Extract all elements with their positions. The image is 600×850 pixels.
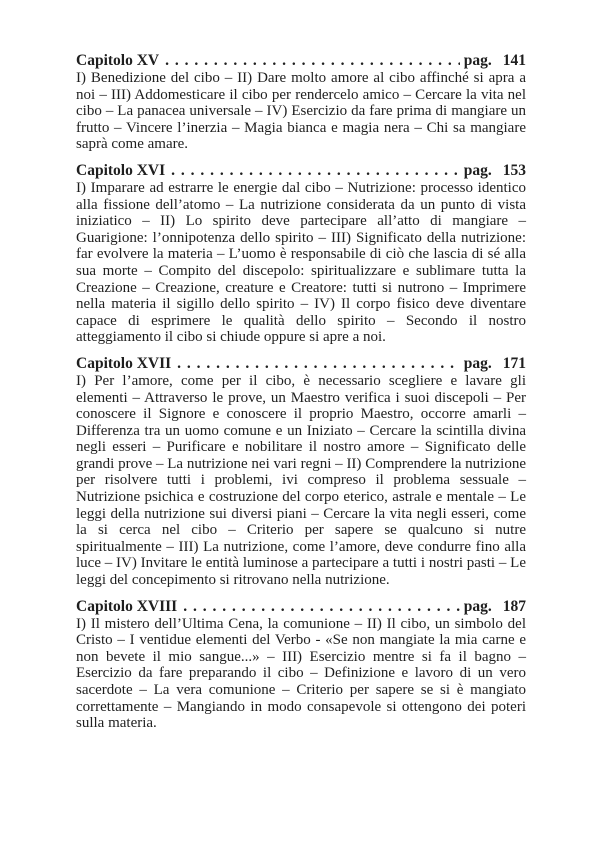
toc-section — [76, 355, 526, 589]
chapter-summary: I) Il mistero dell’Ultima Cena, la comunione – II) Il cibo, un simbolo del Cristo – I ventidue elementi del Verbo - «Se non mangiate la mia carne e non bevete il mio sangue...» – III) Esercizio mentre si fa il bagno – Esercizio da fare preparando il cibo – Definizione e lavoro di un vero sacerdote – La vera comunione – Criterio per sapere se si è mangiato correttamente – Mangiando in modo consapevole si ottengono dei poteri sulla materia. — [76, 615, 526, 732]
page-number: 153 — [502, 161, 526, 179]
chapter-title: Capitolo XVII — [76, 354, 172, 372]
chapter-heading — [76, 598, 526, 615]
page-label: pag. — [463, 597, 492, 615]
chapter-heading — [76, 355, 526, 372]
chapter-title: Capitolo XVI — [76, 161, 166, 179]
chapter-heading — [76, 162, 526, 179]
dot-leader — [177, 355, 460, 372]
page-number: 141 — [502, 52, 526, 69]
dot-leader — [165, 52, 460, 69]
toc-section — [76, 162, 526, 346]
page-number: 187 — [502, 597, 526, 615]
page-reference — [464, 162, 526, 179]
page-reference — [464, 52, 526, 69]
page-label: pag. — [463, 354, 492, 372]
chapter-title: Capitolo XV — [76, 52, 160, 69]
toc-section — [76, 52, 526, 153]
page-reference — [464, 598, 526, 615]
chapter-summary: I) Imparare ad estrarre le energie dal cibo – Nutrizione: processo identico alla fissione dell’atomo – La nutrizione considerata da un punto di vista iniziatico – II) Lo spirito deve partecipare all’atto di mangiare – Guarigione: l’onnipotenza dello spirito – III) Significato della nutrizione: far evolvere la materia – L’uomo è responsabile di ciò che lascia di sé alla sua morte – Compito del discepolo: spiritualizzare e sublimare tutta la Creazione – Creazione, creature e Creatore: tutti si nutrono – Imprimere nella materia il sigillo dello spirito – IV) Il corpo fisico deve diventare capace di esprimere le qualità dello spirito – Secondo il nostro atteggiamento il cibo si chiude oppure si apre a noi. — [76, 179, 526, 346]
page-label: pag. — [463, 161, 492, 179]
chapter-summary: I) Benedizione del cibo – II) Dare molto amore al cibo affinché si apra a noi – III) Addomesticare il cibo per rendercelo amico – Cercare la vita nel cibo – La panacea universale – IV) Esercizio da fare prima di mangiare un frutto – Vincere l’inerzia – Magia bianca e magia nera – Chi sa mangiare saprà come amare. — [76, 70, 526, 153]
page-reference — [464, 355, 526, 372]
chapter-summary: I) Per l’amore, come per il cibo, è necessario scegliere e lavare gli elementi – Attraverso le prove, un Maestro verifica i suoi discepoli – Per conoscere il Signore e conoscere il proprio Maestro, occorre amarli – Differenza tra un uomo comune e un Iniziato – Cercare la scintilla divina negli esseri – Purificare e nobilitare il nostro amore – Significato delle grandi prove – La nutrizione nei vari regni – II) Comprendere la nutrizione per risolvere tutti i problemi, ivi compreso il problema sessuale – Nutrizione psichica e costruzione del corpo eterico, astrale e mentale – Le leggi della nutrizione sui diversi piani – Cercare la vita negli esseri, come la si cerca nel cibo – Criterio per sapere se qualcuno si nutre spiritualmente – III) La nutrizione, come l’amore, deve condurre fino alla luce – IV) Invitare le entità luminose a partecipare a tutti i nostri pasti – Le leggi del concepimento si ritrovano nella nutrizione. — [76, 372, 526, 589]
page-label: pag. — [463, 52, 492, 69]
page-number: 171 — [502, 354, 526, 372]
toc-section — [76, 598, 526, 732]
chapter-title: Capitolo XVIII — [76, 597, 178, 615]
table-of-contents — [76, 52, 526, 741]
dot-leader — [183, 598, 460, 615]
chapter-heading — [76, 52, 526, 69]
dot-leader — [171, 162, 460, 179]
